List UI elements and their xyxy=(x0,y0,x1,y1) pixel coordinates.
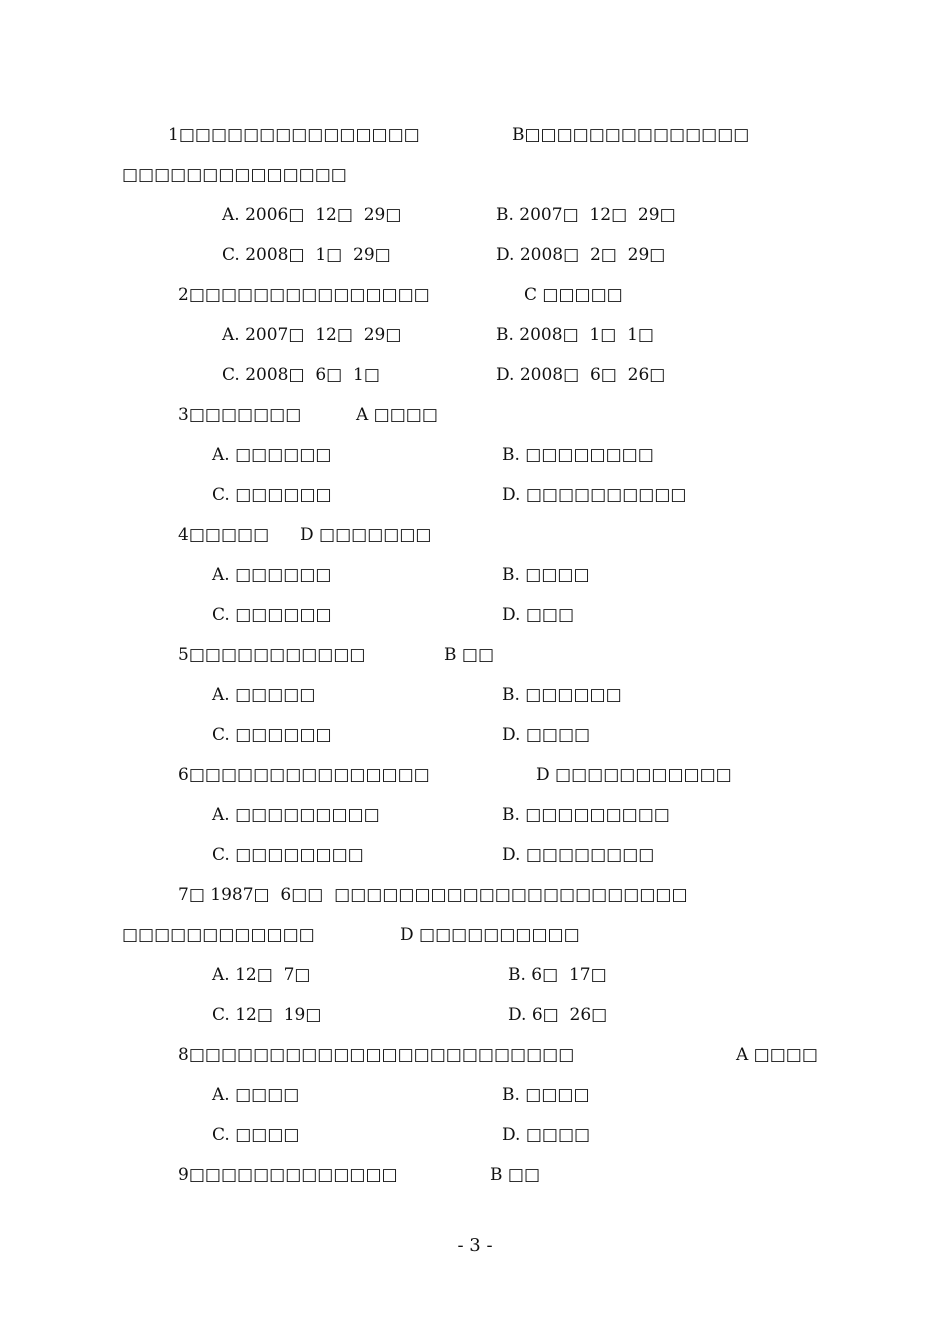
text-line: A. 2006□ 12□ 29□ xyxy=(222,205,402,225)
text-line: D. □□□□□□□□□□ xyxy=(502,485,687,505)
text-line: A. □□□□ xyxy=(212,1085,300,1105)
text-line: D □□□□□□□□□□ xyxy=(400,925,580,945)
text-line: D. □□□ xyxy=(502,605,575,625)
text-line: A. □□□□□□□□□ xyxy=(212,805,380,825)
text-line: B. □□□□ xyxy=(502,1085,590,1105)
text-line: 2□□□□□□□□□□□□□□□ xyxy=(178,285,430,305)
text-line: C. □□□□ xyxy=(212,1125,300,1145)
text-line: B □□ xyxy=(444,645,495,665)
text-line: C. □□□□□□ xyxy=(212,485,332,505)
text-line: A. □□□□□ xyxy=(212,685,316,705)
text-line: A □□□□ xyxy=(356,405,438,425)
text-line: D. 2008□ 6□ 26□ xyxy=(496,365,666,385)
text-line: B□□□□□□□□□□□□□□ xyxy=(512,125,750,145)
text-line: D. 6□ 26□ xyxy=(508,1005,608,1025)
text-line: D. 2008□ 2□ 29□ xyxy=(496,245,666,265)
text-line: B. □□□□□□□□ xyxy=(502,445,654,465)
text-line: C. □□□□□□ xyxy=(212,725,332,745)
text-line: C. 2008□ 6□ 1□ xyxy=(222,365,380,385)
text-line: D □□□□□□□ xyxy=(300,525,432,545)
text-line: C. □□□□□□□□ xyxy=(212,845,364,865)
text-line: D. □□□□ xyxy=(502,725,591,745)
text-line: B. 2007□ 12□ 29□ xyxy=(496,205,676,225)
text-line: C. 12□ 19□ xyxy=(212,1005,322,1025)
text-line: C. 2008□ 1□ 29□ xyxy=(222,245,391,265)
text-line: B. □□□□□□□□□ xyxy=(502,805,670,825)
text-line: A. 12□ 7□ xyxy=(212,965,311,985)
text-line: 4□□□□□ xyxy=(178,525,270,545)
text-line: 7□ 1987□ 6□□ □□□□□□□□□□□□□□□□□□□□□□ xyxy=(178,885,688,905)
text-line: B. 2008□ 1□ 1□ xyxy=(496,325,654,345)
text-line: C. □□□□□□ xyxy=(212,605,332,625)
text-line: D □□□□□□□□□□□ xyxy=(536,765,732,785)
text-line: □□□□□□□□□□□□ xyxy=(122,925,315,945)
text-line: 6□□□□□□□□□□□□□□□ xyxy=(178,765,430,785)
text-line: D. □□□□ xyxy=(502,1125,591,1145)
text-line: A. 2007□ 12□ 29□ xyxy=(222,325,402,345)
text-line: B. □□□□□□ xyxy=(502,685,622,705)
text-line: A □□□□ xyxy=(736,1045,818,1065)
text-line: A. □□□□□□ xyxy=(212,565,332,585)
text-line: 8□□□□□□□□□□□□□□□□□□□□□□□□ xyxy=(178,1045,575,1065)
text-line: C □□□□□ xyxy=(524,285,623,305)
text-line: □□□□□□□□□□□□□□ xyxy=(122,165,347,185)
text-line: B □□ xyxy=(490,1165,541,1185)
text-line: D. □□□□□□□□ xyxy=(502,845,655,865)
text-line: 9□□□□□□□□□□□□□ xyxy=(178,1165,398,1185)
text-line: B. □□□□ xyxy=(502,565,590,585)
text-line: 1□□□□□□□□□□□□□□□ xyxy=(168,125,420,145)
text-line: B. 6□ 17□ xyxy=(508,965,607,985)
page-number: - 3 - xyxy=(457,1235,493,1256)
text-line: 3□□□□□□□ xyxy=(178,405,302,425)
text-line: A. □□□□□□ xyxy=(212,445,332,465)
text-line: 5□□□□□□□□□□□ xyxy=(178,645,366,665)
